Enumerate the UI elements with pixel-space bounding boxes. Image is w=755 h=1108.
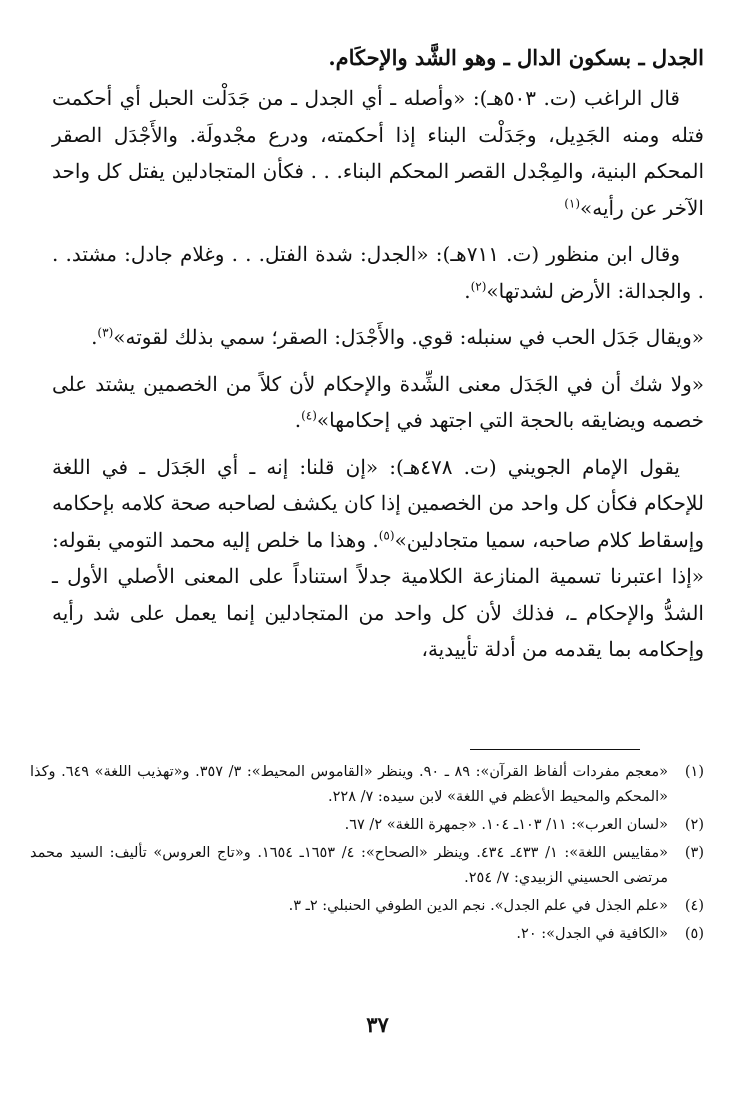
paragraph-quote-saqr — [52, 319, 704, 356]
paragraph-tail: . — [91, 325, 98, 349]
footnote-ref[interactable]: (٢) — [470, 278, 487, 293]
footnote-ref[interactable]: (١) — [564, 195, 581, 210]
paragraph-juwayni — [52, 449, 704, 668]
footnote-separator — [470, 749, 640, 750]
paragraph-tail: . — [294, 408, 302, 432]
paragraph-text: يقول الإمام الجويني (ت. ٤٧٨هـ): «إن قلنا: إنه ـ أي الجَدَل ـ في اللغة للإحكام فكأن كل واحد من الخصمين إذا كان يكشف لصاحبه صحة كلامه بإحكامه وإسقاط كلام صاحبه، سميا متجادلين» — [52, 454, 705, 552]
footnote-number: (٥) — [684, 926, 704, 942]
paragraph-text: قال الراغب (ت. ٥٠٣هـ): «وأصله ـ أي الجدل ـ من جَدَلْت الحبل أي أحكمت فتله ومنه الجَدِيل، وجَدَلْت البناء إذا أحكمته، ودرع مجْدولَة. والأَجْدَل الصقر المحكم البنية، والمِجْدل القصر المحكم البناء. . . فكأن المتجادلين يفتل كل واحد الآخر عن رأيه» — [52, 86, 704, 220]
footnote-item — [30, 841, 704, 891]
paragraph-tail: . وهذا ما خلص إليه محمد التومي بقوله: «إذا اعتبرنا تسمية المنازعة الكلامية جدلاً استناداً على المعنى الأصلي الأول ـ الشدُّ والإحكام ـ، فذلك لأن كل واحد من المتجادلين إنما يعمل على شد رأيه وإحكامه بما يقدمه من أدلة تأييدية، — [52, 527, 704, 661]
section-heading: الجدل ـ بسكون الدال ـ وهو الشَّد والإحكَام. — [328, 45, 704, 70]
footnote-text: «الكافية في الجدل»: ٢٠. — [516, 926, 668, 942]
page-number: ٣٧ — [366, 1012, 389, 1037]
footnote-number: (١) — [684, 764, 704, 780]
footnote-text: «لسان العرب»: ١١/ ١٠٣ـ ١٠٤. «جمهرة اللغة» ٢/ ٦٧. — [344, 817, 668, 833]
paragraph-raghib — [52, 80, 704, 226]
footnote-number: (٣) — [684, 845, 704, 861]
footnote-number: (٢) — [684, 817, 704, 833]
footnote-ref[interactable]: (٤) — [301, 408, 317, 423]
paragraph-ibn-manzur — [52, 236, 704, 309]
paragraph-text: «ولا شك أن في الجَدَل معنى الشِّدة والإحكام لأن كلاً من الخصمين يشتد على خصمه ويضايقه بالحجة التي اجتهد في إحكامها» — [52, 371, 704, 432]
footnote-text: «علم الجذل في علم الجدل». نجم الدين الطوفي الحنبلي: ٢ـ ٣. — [288, 898, 668, 914]
footnote-item — [30, 894, 704, 919]
footnote-number: (٤) — [684, 898, 704, 914]
footnote-ref[interactable]: (٥) — [378, 527, 395, 542]
footnote-item — [30, 760, 704, 810]
footnote-text: «معجم مفردات ألفاظ القرآن»: ٨٩ ـ ٩٠. وينظر «القاموس المحيط»: ٣/ ٣٥٧. و«تهذيب اللغة» ٦٤٩. وكذا «المحكم والمحيط الأعظم في اللغة» لابن سيده: ٧/ ٢٢٨. — [30, 764, 669, 805]
paragraph-text: «ويقال جَدَل الحب في سنبله: قوي. والأَجْدَل: الصقر؛ سمي بذلك لقوته» — [113, 325, 704, 349]
paragraph-tail: . — [464, 278, 471, 303]
main-text — [52, 38, 704, 678]
footnote-text: «مقاييس اللغة»: ١/ ٤٣٣ـ ٤٣٤. وينظر «الصحاح»: ٤/ ١٦٥٣ـ ١٦٥٤. و«تاج العروس» تأليف: السيد محمد مرتضى الحسيني الزبيدي: ٧/ ٢٥٤. — [30, 845, 669, 886]
footnote-ref[interactable]: (٣) — [97, 325, 114, 340]
paragraph-quote-shidda — [52, 366, 704, 439]
footnote-item — [30, 922, 704, 947]
paragraph-text: وقال ابن منظور (ت. ٧١١هـ): «الجدل: شدة الفتل. . . وغلام جادل: مشتد. . . والجدالة: الأرض لشدتها» — [52, 242, 704, 303]
footnotes — [30, 760, 704, 950]
footnote-item — [30, 813, 704, 838]
